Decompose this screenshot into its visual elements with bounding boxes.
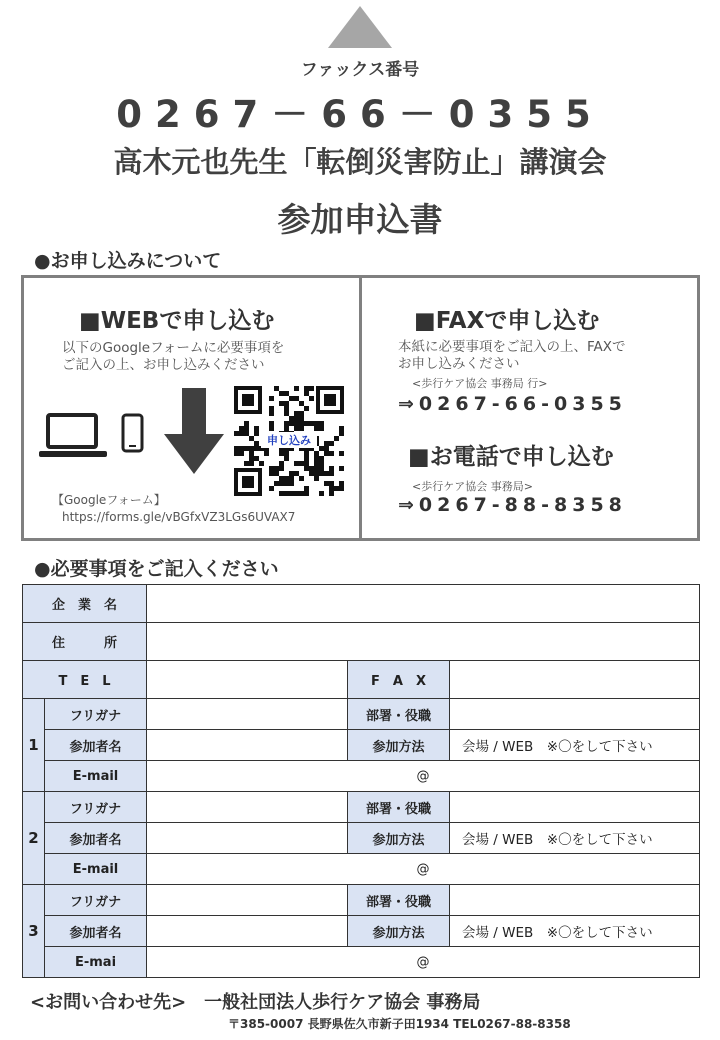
tel-field[interactable] [147, 661, 348, 699]
page-title: 高木元也先生「転倒災害防止」講演会 [113, 145, 607, 179]
qr-code-icon[interactable] [234, 386, 344, 496]
fax-apply-text-2: お申し込みください [398, 356, 520, 372]
fax-field-label: F A X [348, 661, 450, 699]
dept-label: 部署・役職 [348, 885, 450, 916]
company-field[interactable] [147, 585, 700, 623]
email-field[interactable]: @ [147, 761, 700, 792]
name-field[interactable] [147, 823, 348, 854]
fax-apply-heading: ■FAXで申し込む [414, 308, 600, 334]
method-label: 参加方法 [348, 916, 450, 947]
participant-1-row-b [23, 730, 700, 761]
address-label: 住 所 [23, 623, 147, 661]
phone-apply-heading: ■お電話で申し込む [408, 444, 614, 470]
page-subtitle: 参加申込書 [277, 200, 443, 239]
dept-field[interactable] [450, 792, 700, 823]
method-field[interactable]: 会場 / WEB ※〇をして下さい [450, 730, 700, 761]
dept-label: 部署・役職 [348, 792, 450, 823]
participant-2-row-c [23, 854, 700, 885]
furigana-field[interactable] [147, 885, 348, 916]
phone-addressee: <歩行ケア協会 事務局> [412, 480, 533, 493]
furigana-label: フリガナ [45, 885, 147, 916]
participant-2-row-a [23, 792, 700, 823]
fax-apply-text-1: 本紙に必要事項をご記入の上、FAXで [398, 339, 626, 355]
email-label: E-mail [45, 761, 147, 792]
email-label: E-mai [45, 947, 147, 978]
address-line: 〒385-0007 長野県佐久市新子田1934 TEL0267-88-8358 [228, 1017, 571, 1031]
participant-1-row-a [23, 699, 700, 730]
name-label: 参加者名 [45, 823, 147, 854]
phone-apply-number: ⇒0267-88-8358 [398, 494, 627, 516]
name-label: 参加者名 [45, 916, 147, 947]
form-section-heading: ●必要事項をご記入ください [34, 558, 279, 580]
furigana-label: フリガナ [45, 792, 147, 823]
address-row [23, 623, 700, 661]
participant-2-row-b [23, 823, 700, 854]
participant-3-row-b [23, 916, 700, 947]
smartphone-icon [121, 413, 145, 455]
google-form-label: 【Googleフォーム】 [52, 493, 166, 507]
qr-label: 申し込み [267, 434, 311, 447]
method-field[interactable]: 会場 / WEB ※〇をして下さい [450, 916, 700, 947]
method-label: 参加方法 [348, 730, 450, 761]
fax-phone-apply-box [359, 275, 700, 541]
tel-fax-row [23, 661, 700, 699]
down-arrow-icon [164, 388, 224, 474]
participant-3-row-c [23, 947, 700, 978]
address-field[interactable] [147, 623, 700, 661]
email-label: E-mail [45, 854, 147, 885]
email-field[interactable]: @ [147, 947, 700, 978]
dept-label: 部署・役職 [348, 699, 450, 730]
company-label: 企 業 名 [23, 585, 147, 623]
participant-index: 2 [23, 792, 45, 885]
method-label: 参加方法 [348, 823, 450, 854]
web-apply-text-1: 以下のGoogleフォームに必要事項を [62, 340, 285, 356]
dept-field[interactable] [450, 885, 700, 916]
email-field[interactable]: @ [147, 854, 700, 885]
google-form-url[interactable]: https://forms.gle/vBGfxVZ3LGs6UVAX7 [62, 510, 296, 524]
furigana-field[interactable] [147, 792, 348, 823]
furigana-label: フリガナ [45, 699, 147, 730]
participant-3-row-a [23, 885, 700, 916]
tel-label: T E L [23, 661, 147, 699]
fax-apply-number: ⇒0267-66-0355 [398, 393, 627, 415]
name-label: 参加者名 [45, 730, 147, 761]
participant-index: 3 [23, 885, 45, 978]
fax-label: ファックス番号 [300, 60, 420, 80]
application-form-table [22, 584, 700, 978]
name-field[interactable] [147, 730, 348, 761]
participant-index: 1 [23, 699, 45, 792]
web-apply-heading: ■WEBで申し込む [79, 308, 275, 334]
furigana-field[interactable] [147, 699, 348, 730]
web-apply-text-2: ご記入の上、お申し込みください [62, 357, 265, 373]
dept-field[interactable] [450, 699, 700, 730]
method-field[interactable]: 会場 / WEB ※〇をして下さい [450, 823, 700, 854]
laptop-icon [39, 411, 107, 459]
apply-section-heading: ●お申し込みについて [34, 250, 222, 272]
triangle-marker-icon [328, 6, 392, 48]
fax-field[interactable] [450, 661, 700, 699]
fax-addressee: <歩行ケア協会 事務局 行> [412, 377, 548, 390]
contact-line: <お問い合わせ先> 一般社団法人歩行ケア協会 事務局 [30, 992, 481, 1013]
company-row [23, 585, 700, 623]
participant-1-row-c [23, 761, 700, 792]
fax-number: 0267－66－0355 [116, 93, 604, 136]
name-field[interactable] [147, 916, 348, 947]
